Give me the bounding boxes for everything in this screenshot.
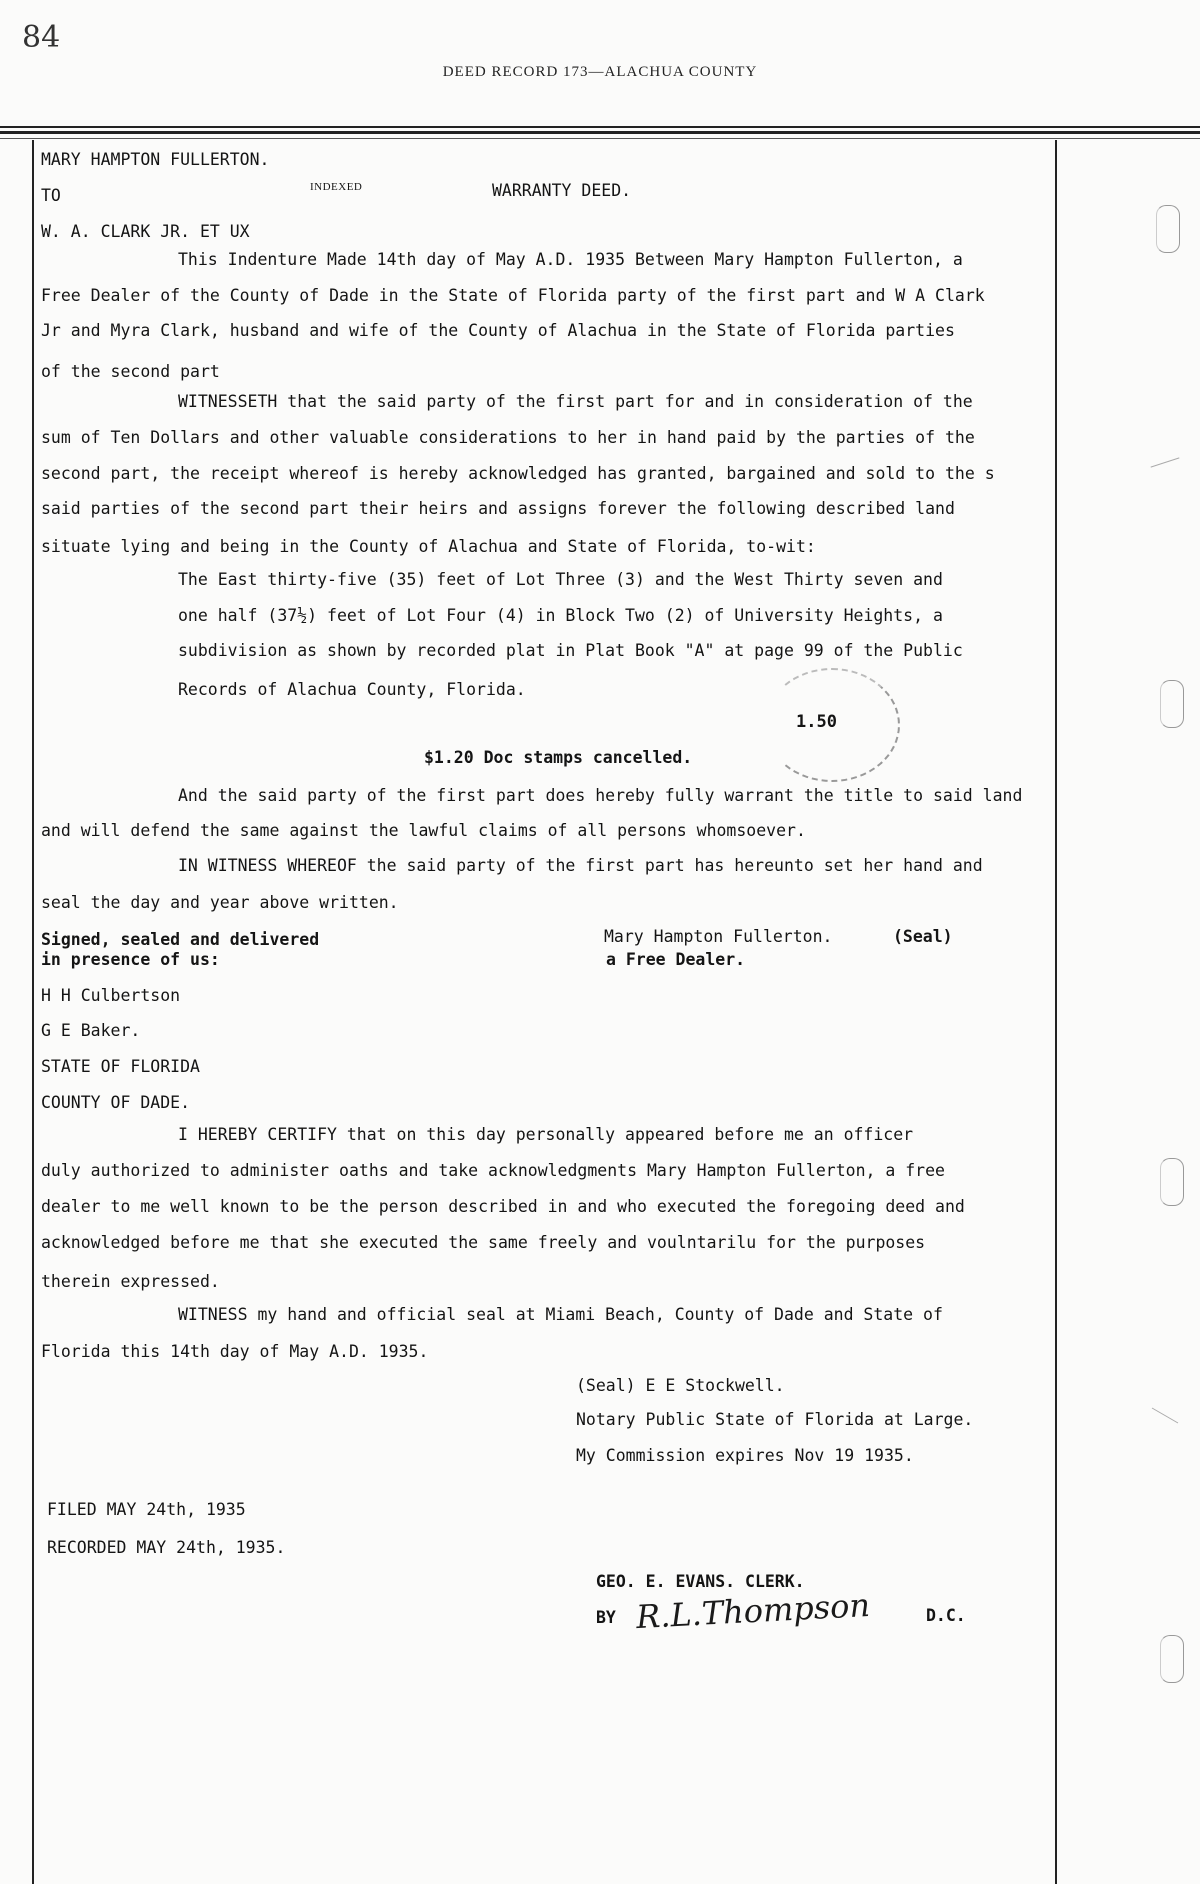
certificate-line: duly authorized to administer oaths and take acknowledgments Mary Hampton Fullerton, a free: [41, 1161, 945, 1180]
witnesseth-line: second part, the receipt whereof is hereby acknowledged has granted, bargained and sold to the s: [41, 464, 995, 483]
indenture-line: of the second part: [41, 362, 220, 381]
binder-hole: [1160, 680, 1184, 728]
seal-label: (Seal): [893, 927, 953, 946]
land-description-line: subdivision as shown by recorded plat in Plat Book "A" at page 99 of the Public: [178, 641, 963, 660]
filed-date: FILED MAY 24th, 1935: [47, 1500, 246, 1519]
land-description-line: Records of Alachua County, Florida.: [178, 680, 526, 699]
binder-hole: [1160, 1158, 1184, 1206]
witnesseth-line: said parties of the second part their heirs and assigns forever the following described land: [41, 499, 955, 518]
indexed-mark: INDEXED: [310, 181, 363, 193]
by-label: BY: [596, 1608, 616, 1627]
doc-stamps-note: $1.20 Doc stamps cancelled.: [424, 748, 693, 767]
witnesseth-line: situate lying and being in the County of Alachua and State of Florida, to-wit:: [41, 537, 816, 556]
notary-name: (Seal) E E Stockwell.: [576, 1376, 785, 1395]
commission-expiry: My Commission expires Nov 19 1935.: [576, 1446, 914, 1465]
binder-hole: [1160, 1635, 1184, 1683]
binder-hole: [1156, 205, 1180, 253]
grantor-signature: Mary Hampton Fullerton.: [604, 927, 833, 946]
indenture-line: Jr and Myra Clark, husband and wife of the County of Alachua in the State of Florida parties: [41, 321, 955, 340]
in-witness-line: IN WITNESS WHEREOF the said party of the first part has hereunto set her hand and: [178, 856, 983, 875]
witnesseth-line: WITNESSETH that the said party of the first part for and in consideration of the: [178, 392, 973, 411]
in-witness-line: seal the day and year above written.: [41, 893, 399, 912]
indenture-line: This Indenture Made 14th day of May A.D. 1935 Between Mary Hampton Fullerton, a: [178, 250, 963, 269]
indenture-line: Free Dealer of the County of Dade in the State of Florida party of the first part and W A Clark: [41, 286, 985, 305]
left-margin-line: [32, 140, 34, 1884]
deputy-clerk-label: D.C.: [926, 1606, 966, 1625]
deputy-clerk-signature: R.L.Thompson: [635, 1585, 871, 1637]
venue-state: STATE OF FLORIDA: [41, 1057, 200, 1076]
signed-sealed-delivered: Signed, sealed and delivered: [41, 930, 320, 949]
certificate-line: dealer to me well known to be the person described in and who executed the foregoing deed and: [41, 1197, 965, 1216]
land-description-line: one half (37½) feet of Lot Four (4) in Block Two (2) of University Heights, a: [178, 606, 943, 625]
clerk-name: GEO. E. EVANS. CLERK.: [596, 1572, 805, 1591]
deed-type: WARRANTY DEED.: [492, 181, 632, 200]
warranty-line: and will defend the same against the lawful claims of all persons whomsoever.: [41, 821, 806, 840]
notary-witness-line: Florida this 14th day of May A.D. 1935.: [41, 1342, 429, 1361]
margin-mark: [1152, 1408, 1178, 1424]
certificate-line: I HEREBY CERTIFY that on this day personally appeared before me an officer: [178, 1125, 914, 1144]
witness-signature: H H Culbertson: [41, 986, 181, 1005]
margin-mark: [1151, 457, 1180, 467]
running-header: DEED RECORD 173—ALACHUA COUNTY: [442, 64, 758, 80]
grantee-name: W. A. CLARK JR. ET UX: [41, 222, 250, 241]
stamp-value: 1.50: [796, 712, 837, 732]
witnesseth-line: sum of Ten Dollars and other valuable considerations to her in hand paid by the parties of the: [41, 428, 975, 447]
header-rule: [0, 138, 1200, 139]
grantor-title: a Free Dealer.: [606, 950, 746, 969]
to-label: TO: [41, 186, 61, 205]
right-margin-line: [1055, 140, 1057, 1884]
warranty-line: And the said party of the first part does hereby fully warrant the title to said land: [178, 786, 1023, 805]
land-description-line: The East thirty-five (35) feet of Lot Three (3) and the West Thirty seven and: [178, 570, 943, 589]
venue-county: COUNTY OF DADE.: [41, 1093, 191, 1112]
witness-signature: G E Baker.: [41, 1021, 141, 1040]
notary-witness-line: WITNESS my hand and official seal at Miami Beach, County of Dade and State of: [178, 1305, 943, 1324]
certificate-line: therein expressed.: [41, 1272, 220, 1291]
header-rule: [0, 131, 1200, 134]
recorded-date: RECORDED MAY 24th, 1935.: [47, 1538, 286, 1557]
grantor-name: MARY HAMPTON FULLERTON.: [41, 150, 270, 169]
certificate-line: acknowledged before me that she executed the same freely and voulntarilu for the purposes: [41, 1233, 926, 1252]
header-rule: [0, 126, 1200, 128]
in-presence-of: in presence of us:: [41, 950, 220, 969]
page-number: 84: [22, 20, 61, 55]
notary-title: Notary Public State of Florida at Large.: [576, 1410, 974, 1429]
